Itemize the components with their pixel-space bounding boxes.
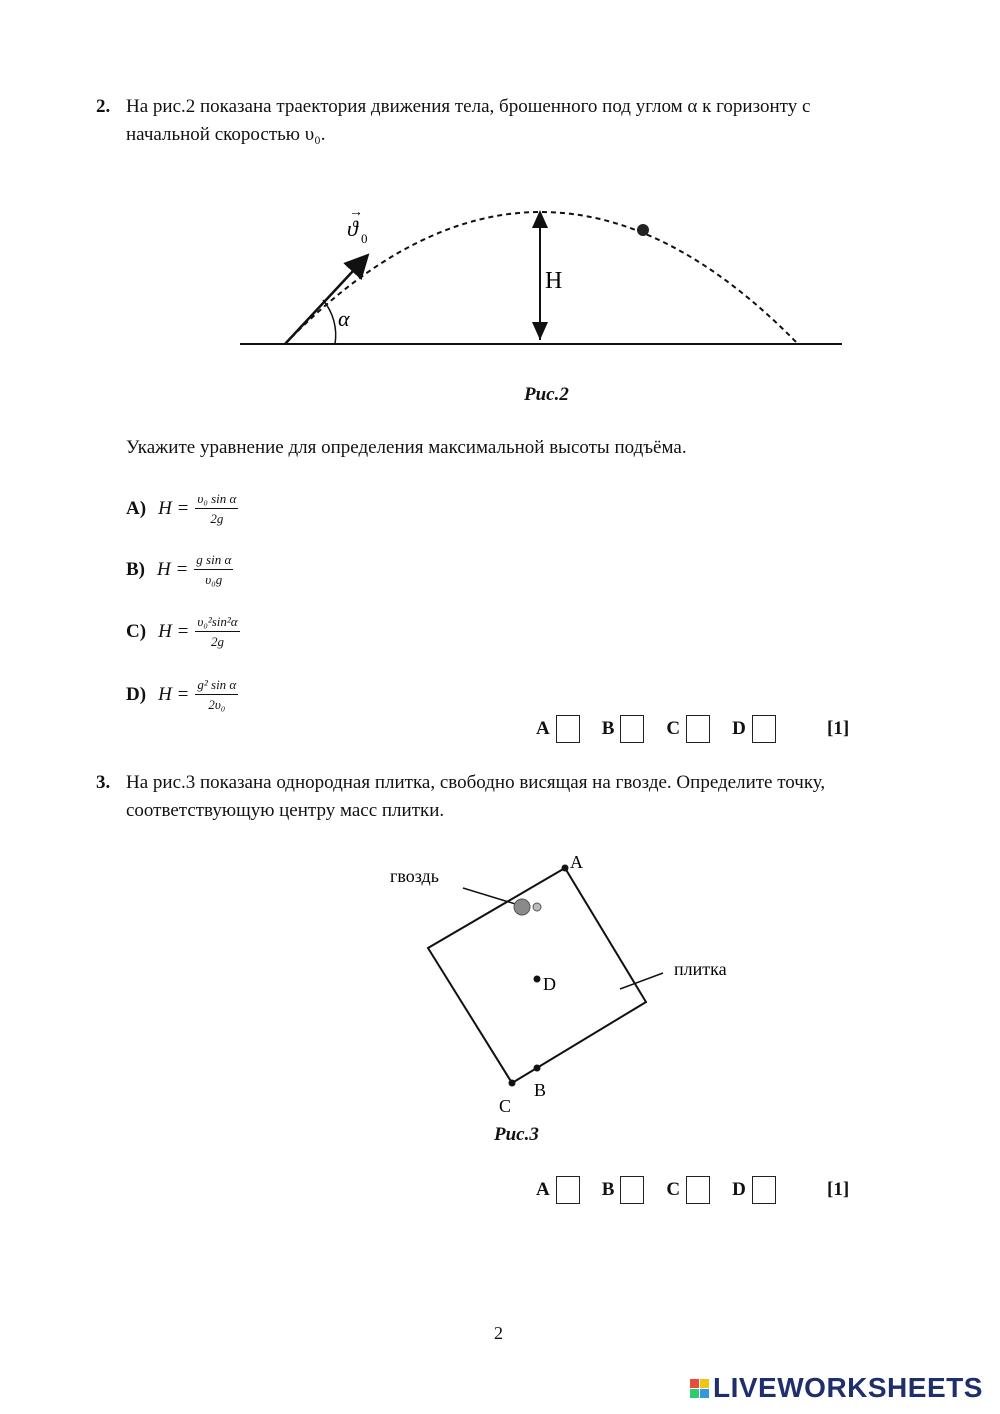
option-lhs: H = xyxy=(158,683,190,705)
brand-name: LIVEWORKSHEETS xyxy=(713,1372,983,1403)
answer-letter: C xyxy=(666,718,681,739)
answer-a xyxy=(536,1176,580,1204)
height-label: H xyxy=(545,268,563,294)
fraction xyxy=(195,491,238,526)
option-lhs: H = xyxy=(157,558,189,580)
figure-3-caption: Рис.3 xyxy=(494,1124,539,1145)
answer-b xyxy=(602,1176,645,1204)
point-a-label: A xyxy=(570,852,583,872)
answer-d xyxy=(732,1176,776,1204)
answer-letter: B xyxy=(601,718,615,739)
answer-letter: C xyxy=(666,1179,681,1200)
point-c-label: C xyxy=(499,1096,512,1116)
figure-2-trajectory xyxy=(230,190,860,360)
option-letter: D) xyxy=(126,683,147,705)
denominator: 2υ₀ xyxy=(208,697,226,712)
nail-pointer-line xyxy=(463,888,522,906)
question-2-prompt: Укажите уравнение для определения максимальной высоты подъёма. xyxy=(126,437,687,458)
question-2-line-1: На рис.2 показана траектория движения тела, брошенного под углом α к горизонту с xyxy=(126,96,811,117)
velocity-vector xyxy=(285,257,366,344)
answer-letter: A xyxy=(536,1179,550,1200)
point-b-dot xyxy=(534,1065,541,1072)
question-3-line-1: На рис.3 показана однородная плитка, свободно висящая на гвозде. Определите точку, xyxy=(126,772,826,793)
question-2-text xyxy=(126,93,926,149)
point-a-dot xyxy=(562,865,569,872)
answer-c xyxy=(666,715,710,743)
option-d xyxy=(126,677,238,712)
fraction xyxy=(195,677,238,712)
answer-letter: A xyxy=(536,718,550,739)
nail-label: гвоздь xyxy=(390,866,439,886)
figure-2-caption: Рис.2 xyxy=(524,384,569,405)
denominator: 2g xyxy=(210,511,224,526)
answer-c xyxy=(666,1176,710,1204)
nail-head xyxy=(514,899,530,915)
option-a xyxy=(126,491,238,526)
nail-pin xyxy=(533,903,541,911)
point-b-label: B xyxy=(534,1080,547,1100)
tile-pointer-line xyxy=(620,973,663,989)
numerator: υ₀ sin α xyxy=(195,491,238,509)
denominator: υ₀g xyxy=(205,572,223,587)
denominator: 2g xyxy=(211,634,224,649)
option-b xyxy=(126,552,233,587)
answer-d xyxy=(732,715,776,743)
numerator: g sin α xyxy=(194,552,233,570)
point-c-dot xyxy=(509,1080,516,1087)
tile-label: плитка xyxy=(674,959,727,979)
answer-letter: D xyxy=(732,718,746,739)
figure-3-tile xyxy=(380,848,760,1123)
option-lhs: H = xyxy=(158,497,190,519)
answer-letter: B xyxy=(601,1179,615,1200)
option-letter: B) xyxy=(126,558,145,580)
velocity-subscript: 0 xyxy=(361,231,368,246)
option-c xyxy=(126,614,240,649)
projectile-ball xyxy=(637,224,649,236)
answer-a xyxy=(536,715,580,743)
question-2-mark: [1] xyxy=(827,718,850,739)
angle-label: α xyxy=(338,306,350,331)
option-lhs: H = xyxy=(158,620,190,642)
answer-box-b[interactable] xyxy=(620,715,644,743)
question-3-answer-row xyxy=(536,1176,798,1204)
page-number: 2 xyxy=(494,1323,503,1343)
question-3-mark: [1] xyxy=(827,1179,850,1200)
question-2-number: 2. xyxy=(96,96,111,117)
answer-box-d[interactable] xyxy=(752,715,776,743)
answer-letter: D xyxy=(732,1179,746,1200)
question-3-text xyxy=(126,769,926,825)
answer-box-c[interactable] xyxy=(686,1176,710,1204)
numerator: υ₀²sin²α xyxy=(195,614,239,632)
liveworksheets-logo xyxy=(690,1372,983,1404)
fraction xyxy=(194,552,233,587)
question-2-line-2: начальной скоростью υ₀. xyxy=(126,124,326,145)
numerator: g² sin α xyxy=(195,677,238,695)
question-3-line-2: соответствующую центру масс плитки. xyxy=(126,800,445,821)
answer-box-c[interactable] xyxy=(686,715,710,743)
answer-b xyxy=(602,715,645,743)
point-d-label: D xyxy=(543,974,556,994)
answer-box-a[interactable] xyxy=(556,1176,580,1204)
answer-box-d[interactable] xyxy=(752,1176,776,1204)
question-2-answer-row xyxy=(536,715,798,743)
logo-icon xyxy=(690,1379,709,1398)
option-letter: C) xyxy=(126,620,147,642)
fraction xyxy=(195,614,239,649)
velocity-arrow-symbol: → xyxy=(349,205,363,220)
option-letter: A) xyxy=(126,497,147,519)
question-3-number: 3. xyxy=(96,772,111,793)
answer-box-b[interactable] xyxy=(620,1176,644,1204)
answer-box-a[interactable] xyxy=(556,715,580,743)
point-d-dot xyxy=(534,976,541,983)
velocity-label: ϑ xyxy=(347,216,358,241)
